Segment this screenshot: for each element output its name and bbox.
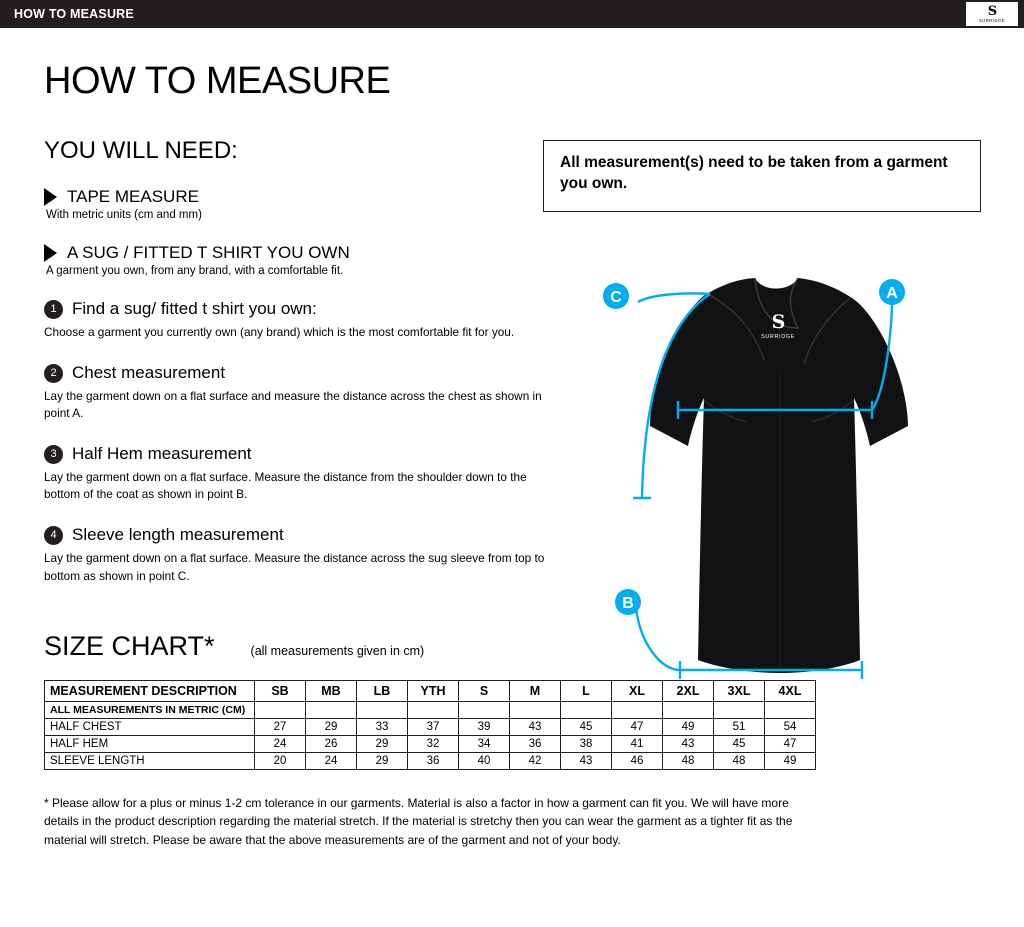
- shirt-graphic: [650, 278, 908, 673]
- surridge-logo: [966, 2, 1018, 26]
- cell-value: 36: [510, 735, 561, 752]
- cell-value: 49: [663, 718, 714, 735]
- column-header-l: L: [561, 680, 612, 701]
- table-row: [45, 718, 816, 735]
- svg-text:SURRIDGE: SURRIDGE: [761, 334, 795, 340]
- column-header-sb: SB: [255, 680, 306, 701]
- cell-value: 47: [765, 735, 816, 752]
- column-header-s: S: [459, 680, 510, 701]
- top-bar: [0, 0, 1024, 28]
- metric-note-spacer: [663, 701, 714, 718]
- step-4: [44, 525, 554, 584]
- page-title: HOW TO MEASURE: [44, 60, 391, 102]
- row-label-sleeve-length: SLEEVE LENGTH: [45, 752, 255, 769]
- cell-value: 29: [357, 735, 408, 752]
- svg-text:B: B: [622, 595, 634, 612]
- cell-value: 47: [612, 718, 663, 735]
- metric-note-spacer: [357, 701, 408, 718]
- column-header-mb: MB: [306, 680, 357, 701]
- metric-note-label: ALL MEASUREMENTS IN METRIC (CM): [45, 701, 255, 718]
- cell-value: 27: [255, 718, 306, 735]
- column-header-m: M: [510, 680, 561, 701]
- need-item-subtitle: A garment you own, from any brand, with a comfortable fit.: [46, 265, 344, 277]
- need-item-fitted-shirt: [44, 243, 554, 277]
- step-body: Lay the garment down on a flat surface. Measure the distance across the sug sleeve from top to bottom as shown in point C.: [44, 551, 545, 583]
- logo-mark: S: [987, 3, 997, 19]
- cell-value: 49: [765, 752, 816, 769]
- marker-c: [603, 283, 629, 309]
- table-row-metric-note: [45, 701, 816, 718]
- step-2: [44, 363, 554, 422]
- need-item-title: A SUG / FITTED T SHIRT YOU OWN: [67, 243, 350, 262]
- need-item-title: TAPE MEASURE: [67, 187, 199, 206]
- marker-b: [615, 589, 641, 615]
- size-chart-title: SIZE CHART*: [44, 630, 215, 661]
- you-will-need-heading: YOU WILL NEED:: [44, 137, 238, 164]
- table-row: [45, 735, 816, 752]
- cell-value: 43: [510, 718, 561, 735]
- cell-value: 43: [663, 735, 714, 752]
- step-body: Lay the garment down on a flat surface and measure the distance across the chest as shown in point A.: [44, 389, 542, 421]
- table-row: [45, 752, 816, 769]
- step-1: [44, 299, 554, 341]
- column-header-xl: XL: [612, 680, 663, 701]
- svg-text:C: C: [610, 289, 622, 306]
- cell-value: 40: [459, 752, 510, 769]
- cell-value: 24: [306, 752, 357, 769]
- step-title: Half Hem measurement: [72, 444, 252, 464]
- column-header-4xl: 4XL: [765, 680, 816, 701]
- column-header-2xl: 2XL: [663, 680, 714, 701]
- step-3: [44, 444, 554, 503]
- cell-value: 46: [612, 752, 663, 769]
- svg-text:S: S: [771, 311, 785, 333]
- cell-value: 34: [459, 735, 510, 752]
- cell-value: 51: [714, 718, 765, 735]
- column-header-yth: YTH: [408, 680, 459, 701]
- step-number-badge: 4: [44, 526, 63, 545]
- need-item-tape-measure: [44, 187, 554, 221]
- top-bar-title: HOW TO MEASURE: [14, 7, 134, 21]
- cell-value: 45: [714, 735, 765, 752]
- cell-value: 38: [561, 735, 612, 752]
- cell-value: 48: [714, 752, 765, 769]
- metric-note-spacer: [255, 701, 306, 718]
- metric-note-spacer: [408, 701, 459, 718]
- step-title: Find a sug/ fitted t shirt you own:: [72, 299, 317, 318]
- step-body: Lay the garment down on a flat surface. Measure the distance from the shoulder down to the bottom of the coat as shown in point B.: [44, 470, 527, 502]
- metric-note-spacer: [306, 701, 357, 718]
- triangle-bullet-icon: [44, 244, 57, 262]
- row-label-half-chest: HALF CHEST: [45, 718, 255, 735]
- step-body: Choose a garment you currently own (any brand) which is the most comfortable fit for you.: [44, 325, 515, 339]
- cell-value: 41: [612, 735, 663, 752]
- triangle-bullet-icon: [44, 188, 57, 206]
- step-title: Chest measurement: [72, 363, 226, 383]
- cell-value: 20: [255, 752, 306, 769]
- need-item-subtitle: With metric units (cm and mm): [46, 209, 202, 221]
- cell-value: 32: [408, 735, 459, 752]
- metric-note-spacer: [510, 701, 561, 718]
- cell-value: 29: [306, 718, 357, 735]
- cell-value: 54: [765, 718, 816, 735]
- step-number-badge: 1: [44, 300, 63, 319]
- step-title: Sleeve length measurement: [72, 525, 284, 545]
- cell-value: 42: [510, 752, 561, 769]
- measurement-note-box: [543, 140, 981, 212]
- garment-illustration: [540, 250, 1000, 700]
- cell-value: 36: [408, 752, 459, 769]
- step-number-badge: 2: [44, 364, 63, 383]
- metric-note-spacer: [612, 701, 663, 718]
- metric-note-spacer: [765, 701, 816, 718]
- column-header-lb: LB: [357, 680, 408, 701]
- step-number-badge: 3: [44, 445, 63, 464]
- measurement-note-text: All measurement(s) need to be taken from a garment you own.: [560, 154, 948, 192]
- cell-value: 37: [408, 718, 459, 735]
- marker-a: [879, 279, 905, 305]
- size-chart-units-note: (all measurements given in cm): [250, 643, 425, 658]
- column-header-3xl: 3XL: [714, 680, 765, 701]
- row-label-half-hem: HALF HEM: [45, 735, 255, 752]
- cell-value: 29: [357, 752, 408, 769]
- metric-note-spacer: [561, 701, 612, 718]
- left-column: [44, 137, 554, 585]
- cell-value: 45: [561, 718, 612, 735]
- cell-value: 43: [561, 752, 612, 769]
- column-header-description: MEASUREMENT DESCRIPTION: [45, 680, 255, 701]
- cell-value: 24: [255, 735, 306, 752]
- footnote-text: * Please allow for a plus or minus 1-2 cm tolerance in our garments. Material is also a factor in how a garment can fit you. We will have more details in the product description regarding the material stretch. If the material is stretchy then you can wear the garment as a tighter fit as the material will stretch. Please be aware that the above measurements are of the garment and not of your body.: [44, 795, 793, 847]
- cell-value: 39: [459, 718, 510, 735]
- cell-value: 33: [357, 718, 408, 735]
- svg-text:A: A: [886, 285, 898, 302]
- metric-note-spacer: [714, 701, 765, 718]
- cell-value: 48: [663, 752, 714, 769]
- logo-wordmark: SURRIDGE: [978, 17, 1006, 23]
- metric-note-spacer: [459, 701, 510, 718]
- cell-value: 26: [306, 735, 357, 752]
